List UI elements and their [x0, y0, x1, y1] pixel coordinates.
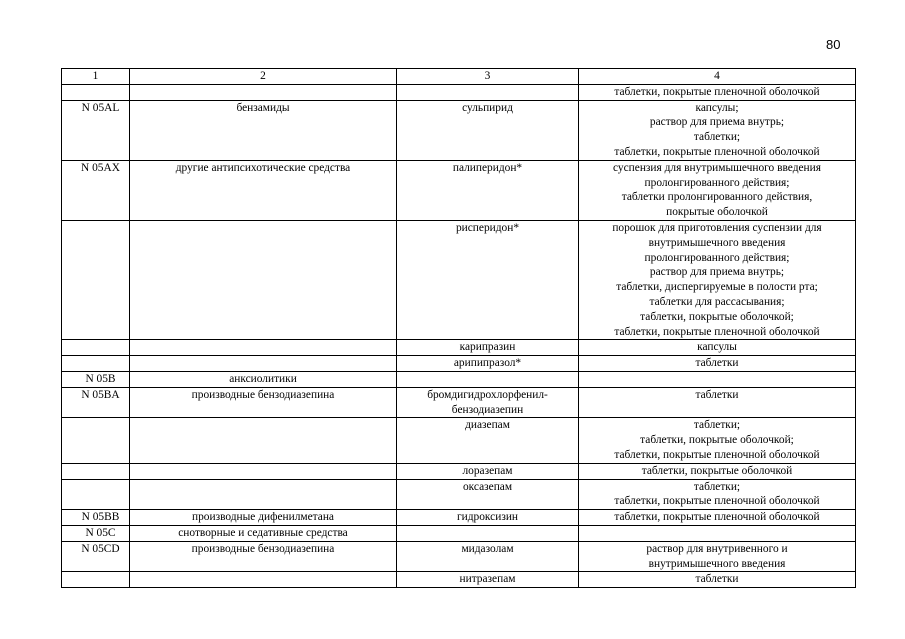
drug-name-cell: лоразепам — [397, 463, 579, 479]
drug-name-cell: диазепам — [397, 418, 579, 463]
dosage-form-line: капсулы; — [695, 101, 739, 114]
dosage-forms-cell — [579, 418, 856, 463]
atc-code-cell — [62, 356, 130, 372]
dosage-form-line: таблетки, покрытые оболочкой; — [640, 310, 794, 323]
atc-code-cell — [62, 572, 130, 588]
group-name-cell: производные дифенилметана — [130, 510, 397, 526]
dosage-forms-cell — [579, 84, 856, 100]
dosage-forms-cell — [579, 525, 856, 541]
group-name-cell: бензамиды — [130, 100, 397, 160]
dosage-form-line: капсулы — [697, 341, 737, 354]
atc-code-cell: N 05CD — [62, 541, 130, 572]
drug-name-cell: рисперидон* — [397, 220, 579, 339]
header-cell-3: 3 — [397, 69, 579, 85]
dosage-form-line: таблетки, покрытые пленочной оболочкой — [614, 495, 820, 508]
drug-name-cell — [397, 84, 579, 100]
dosage-form-line: пролонгированного действия; — [644, 176, 790, 189]
drug-name-cell: оксазепам — [397, 479, 579, 510]
drug-name-cell: нитразепам — [397, 572, 579, 588]
table-row — [62, 340, 856, 356]
dosage-form-line: таблетки, покрытые пленочной оболочкой — [614, 145, 820, 158]
dosage-form-line: пролонгированного действия; — [644, 251, 790, 264]
group-name-cell: анксиолитики — [130, 371, 397, 387]
atc-code-cell: N 05C — [62, 525, 130, 541]
table-row — [62, 356, 856, 372]
dosage-form-line: покрытые оболочкой — [666, 206, 768, 219]
dosage-form-line: таблетки — [695, 573, 739, 586]
dosage-form-line: таблетки, диспергируемые в полости рта; — [616, 281, 818, 294]
table-row — [62, 84, 856, 100]
table-row — [62, 479, 856, 510]
dosage-form-line: таблетки, покрытые оболочкой — [641, 464, 793, 477]
atc-code-cell — [62, 479, 130, 510]
dosage-form-line: порошок для приготовления суспензии для — [612, 221, 822, 234]
group-name-cell — [130, 418, 397, 463]
dosage-form-line: таблетки, покрытые пленочной оболочкой — [614, 448, 820, 461]
table-row — [62, 572, 856, 588]
dosage-form-line: таблетки; — [693, 480, 741, 493]
atc-code-cell — [62, 418, 130, 463]
atc-code-cell: N 05BB — [62, 510, 130, 526]
drug-name-cell — [397, 371, 579, 387]
group-name-cell — [130, 356, 397, 372]
table-row — [62, 463, 856, 479]
table-row — [62, 220, 856, 339]
group-name-cell: производные бензодиазепина — [130, 387, 397, 418]
group-name-cell: производные бензодиазепина — [130, 541, 397, 572]
group-name-cell — [130, 340, 397, 356]
dosage-forms-cell — [579, 387, 856, 418]
group-name-cell: другие антипсихотические средства — [130, 160, 397, 220]
table-row — [62, 371, 856, 387]
dosage-form-line: таблетки, покрытые пленочной оболочкой — [614, 511, 820, 524]
dosage-forms-cell — [579, 572, 856, 588]
table-header-row — [62, 69, 856, 85]
dosage-form-line: таблетки пролонгированного действия, — [621, 191, 813, 204]
dosage-form-line: внутримышечного введения — [648, 557, 786, 570]
dosage-forms-cell — [579, 371, 856, 387]
table-row — [62, 525, 856, 541]
dosage-form-line: таблетки, покрытые пленочной оболочкой — [614, 85, 820, 98]
group-name-cell: снотворные и седативные средства — [130, 525, 397, 541]
dosage-form-line: таблетки, покрытые пленочной оболочкой — [614, 325, 820, 338]
dosage-forms-cell — [579, 100, 856, 160]
drug-name-cell: мидазолам — [397, 541, 579, 572]
table-row — [62, 418, 856, 463]
group-name-cell — [130, 479, 397, 510]
drug-name-cell — [397, 525, 579, 541]
table-row — [62, 160, 856, 220]
drug-name-cell: палиперидон* — [397, 160, 579, 220]
header-cell-4: 4 — [579, 69, 856, 85]
dosage-form-line: таблетки — [695, 388, 739, 401]
atc-code-cell: N 05AX — [62, 160, 130, 220]
dosage-form-line: раствор для приема внутрь; — [649, 116, 785, 129]
atc-code-cell — [62, 84, 130, 100]
group-name-cell — [130, 220, 397, 339]
table-row — [62, 541, 856, 572]
group-name-cell — [130, 84, 397, 100]
atc-code-cell: N 05BA — [62, 387, 130, 418]
table-row — [62, 510, 856, 526]
dosage-form-line: суспензия для внутримышечного введения — [613, 161, 821, 174]
drug-name-cell: бромдигидрохлорфенил- бензодиазепин — [397, 387, 579, 418]
dosage-form-line: таблетки, покрытые оболочкой; — [640, 434, 794, 447]
atc-code-cell — [62, 463, 130, 479]
atc-code-cell: N 05AL — [62, 100, 130, 160]
atc-code-cell — [62, 220, 130, 339]
dosage-form-line: таблетки для рассасывания; — [649, 295, 785, 308]
table-row — [62, 100, 856, 160]
dosage-form-line: таблетки; — [693, 131, 741, 144]
dosage-forms-cell — [579, 479, 856, 510]
drug-name-cell: сульпирид — [397, 100, 579, 160]
dosage-forms-cell — [579, 220, 856, 339]
header-cell-1: 1 — [62, 69, 130, 85]
dosage-forms-cell — [579, 160, 856, 220]
group-name-cell — [130, 463, 397, 479]
dosage-form-line: внутримышечного введения — [648, 236, 786, 249]
table-row — [62, 387, 856, 418]
drug-name-cell: арипипразол* — [397, 356, 579, 372]
dosage-forms-cell — [579, 510, 856, 526]
atc-code-cell: N 05B — [62, 371, 130, 387]
dosage-form-line: раствор для приема внутрь; — [649, 266, 785, 279]
dosage-forms-cell — [579, 541, 856, 572]
dosage-forms-cell — [579, 463, 856, 479]
page-number: 80 — [826, 37, 841, 52]
header-cell-2: 2 — [130, 69, 397, 85]
dosage-forms-cell — [579, 356, 856, 372]
dosage-forms-cell — [579, 340, 856, 356]
atc-code-cell — [62, 340, 130, 356]
drug-name-cell: карипразин — [397, 340, 579, 356]
drug-name-cell: гидроксизин — [397, 510, 579, 526]
dosage-form-line: таблетки — [695, 357, 739, 370]
dosage-form-line: таблетки; — [693, 419, 741, 432]
group-name-cell — [130, 572, 397, 588]
drug-table — [61, 68, 856, 588]
dosage-form-line: раствор для внутривенного и — [646, 542, 788, 555]
